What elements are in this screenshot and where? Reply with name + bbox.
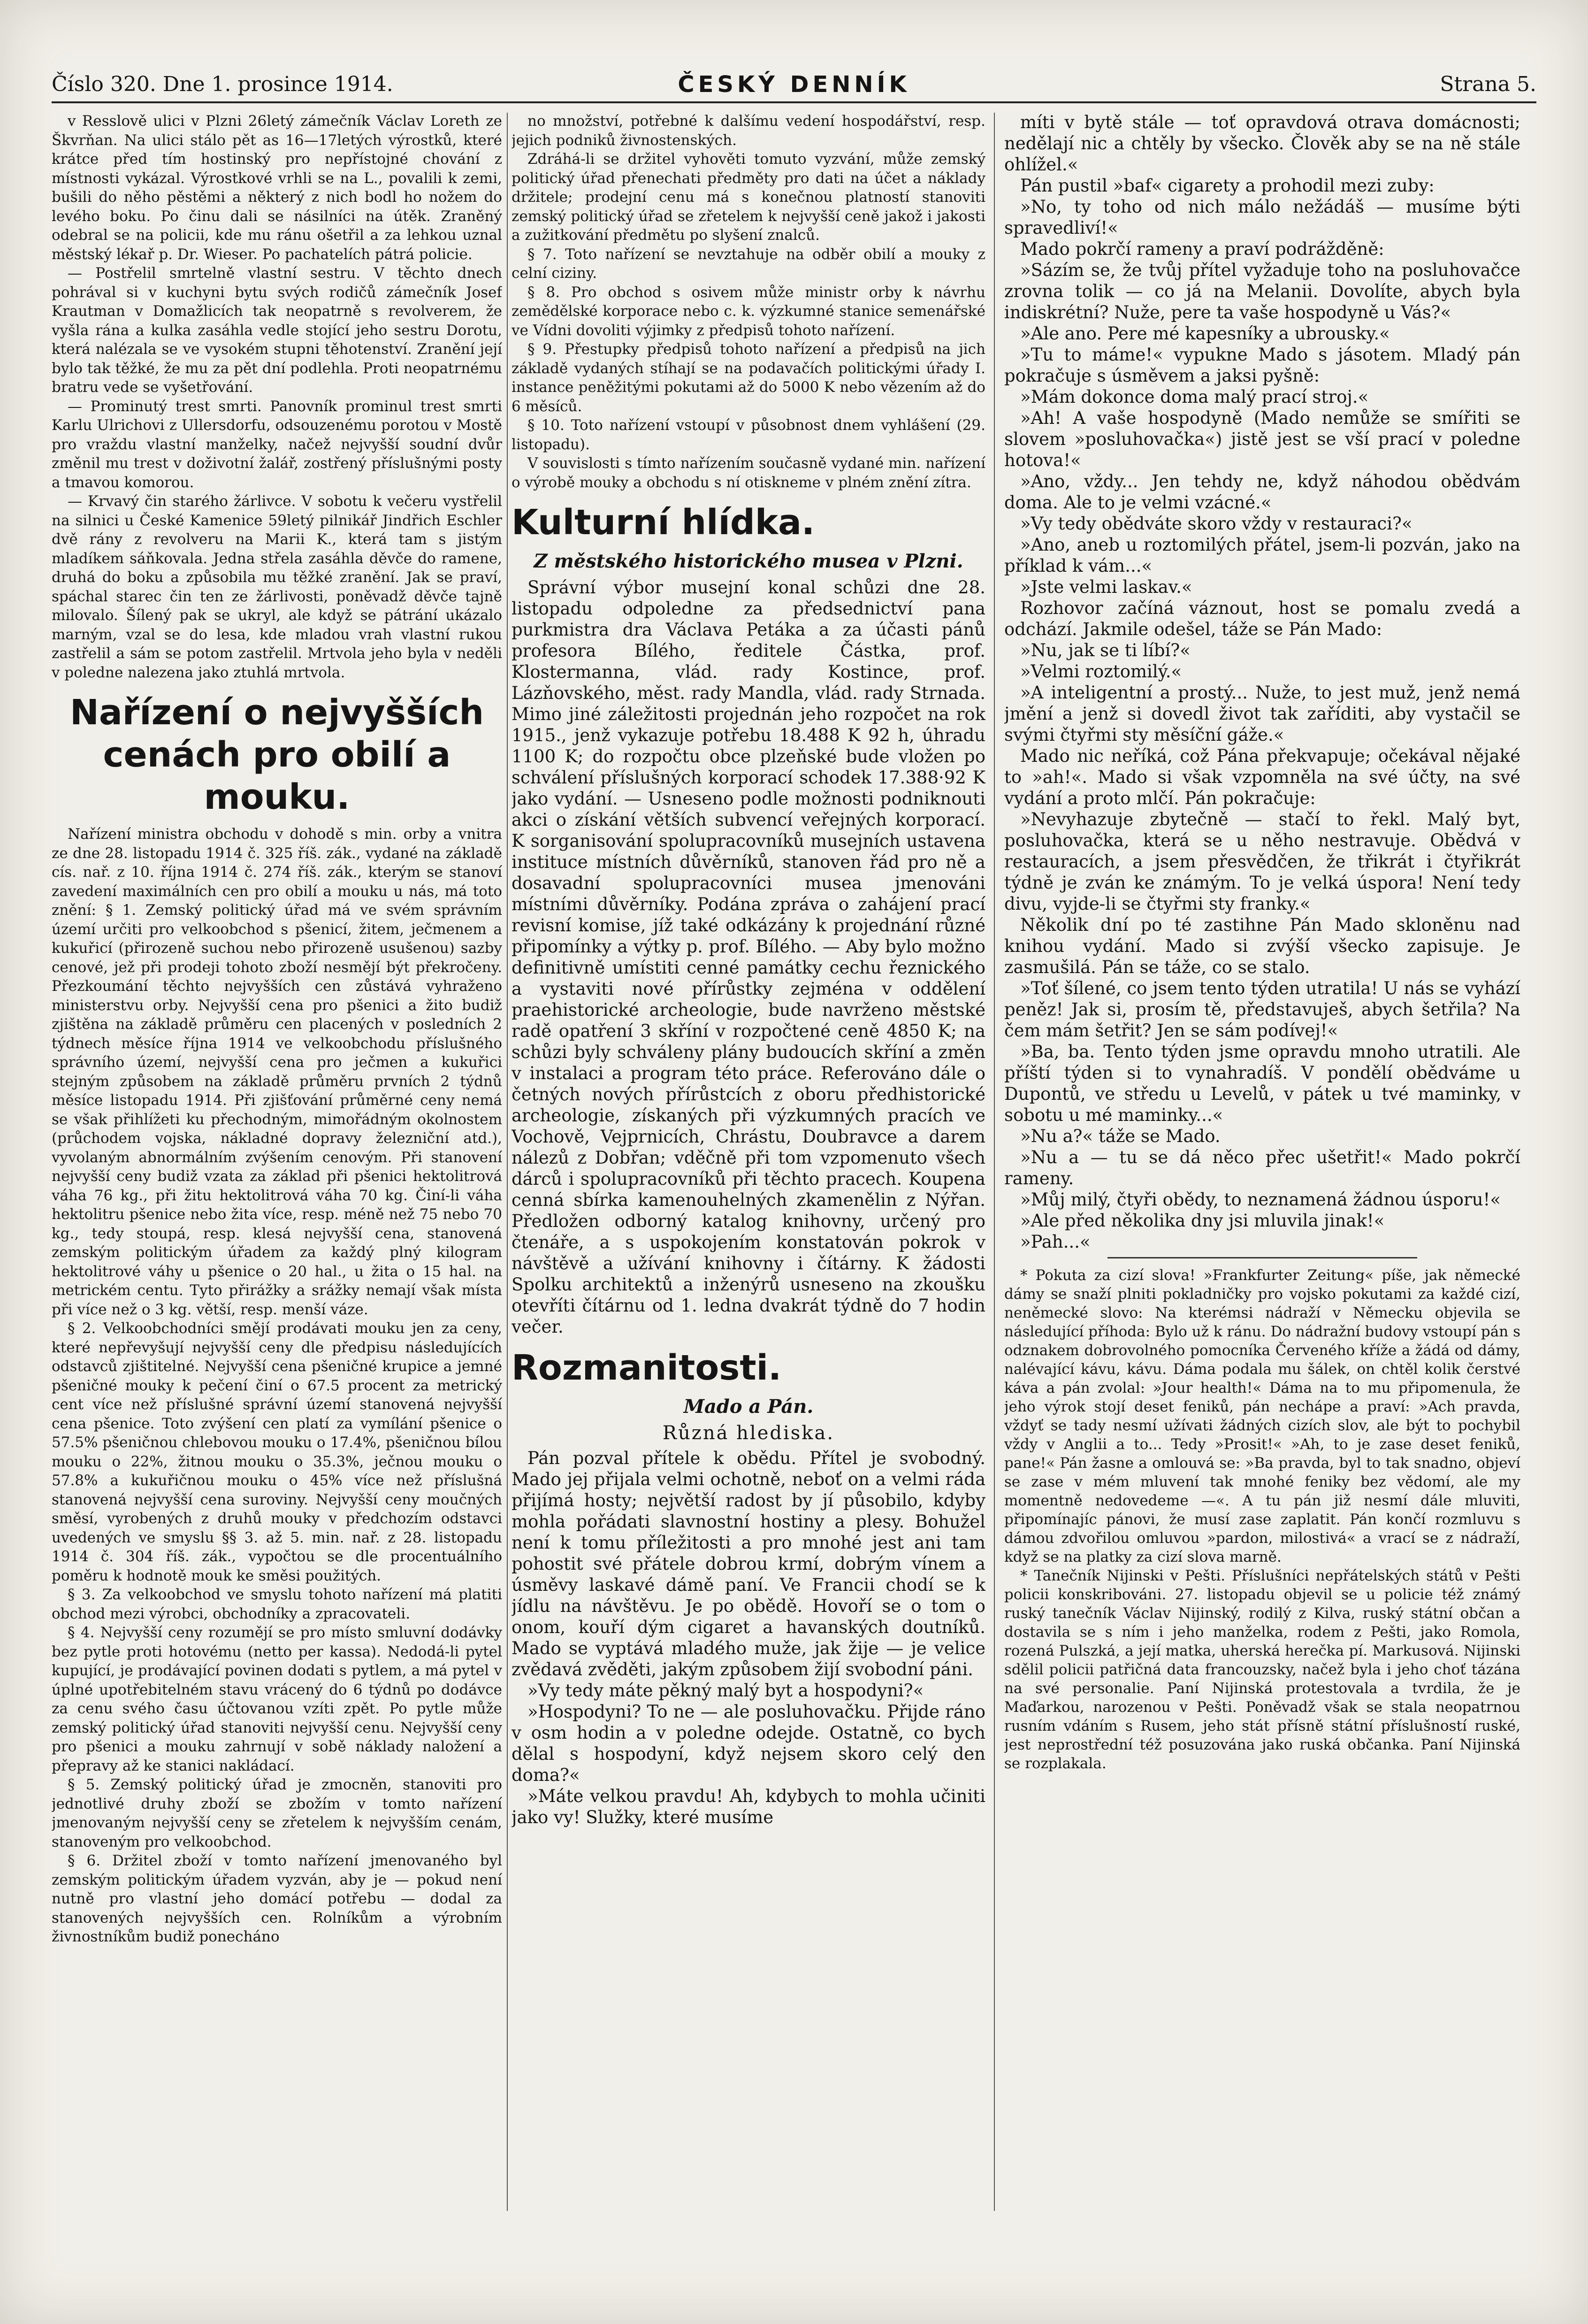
article-paragraph: »Nu a?« táže se Mado.: [1020, 1126, 1221, 1146]
article-paragraph: »Nu, jak se ti líbí?«: [1020, 640, 1191, 660]
page-number: Strana 5.: [1440, 72, 1536, 96]
article-paragraph: § 8. Pro obchod s osivem může ministr orby k návrhu zemědělské korporace nebo c. k. výzkumné stanice semenářské ve Vídni dovoliti výjimky z předpisů tohoto nařízení.: [512, 284, 985, 339]
article-paragraph: »Ale ano. Pere mé kapesníky a ubrousky.«: [1020, 323, 1390, 344]
article-paragraph: — Prominutý trest smrti. Panovník prominul trest smrti Karlu Ulrichovi z Ullersdorfu, odsouzenému porotou v Mostě pro vraždu vlastní manželky, načež nejvyšší soudní dvůr změnil mu trest v doživotní žalář, zostřený příslušnými posty a tmavou komorou.: [52, 398, 502, 491]
article-paragraph: »Můj milý, čtyři obědy, to neznamená žádnou úsporu!«: [1020, 1189, 1501, 1210]
section-divider: [1107, 1257, 1417, 1258]
article-paragraph: »Vy tedy obědváte skoro vždy v restauraci?«: [1020, 514, 1412, 534]
article-paragraph: Pán pozval přítele k obědu. Přítel je svobodný. Mado jej přijala velmi ochotně, neboť on a velmi ráda přijímá hosty; největší radost by jí působilo, kdyby mohla pořádati slavnostní hostiny a plesy. Bohužel není k tomu příležitosti a pro mnohé jest ani tam pohostit své přátele dobrou krmí, dobrým vínem a úsměvy laskavé dámě paní. Ve Francii chodí se k jídlu na návštěvu. Je po obědě. Hovoří se o tom o onom, kouří dým cigaret a havanských doutníků. Mado se vyptává mladého muže, jak žije — je velice zvědavá zvěděti, jakým způsobem žijí svobodní páni.: [512, 1448, 985, 1680]
article-paragraph: no množství, potřebné k dalšímu vedení hospodářství, resp. jejich podniků živnostenských.: [512, 113, 985, 149]
article-paragraph: »Toť šílené, co jsem tento týden utratila! U nás se vyhází peněz! Jak si, prosím tě, představuješ, abych šetřila? Na čem mám šetřit? Jen se sám podívej!«: [1004, 978, 1520, 1041]
article-paragraph: Několik dní po té zastihne Pán Mado skloněnu nad knihou vydání. Mado si zvýší všecko zapisuje. Je zasmušilá. Pán se táže, co se stalo.: [1004, 915, 1520, 977]
issue-date: Číslo 320. Dne 1. prosince 1914.: [52, 72, 393, 96]
article-paragraph: Mado pokrčí rameny a praví podrážděně:: [1020, 239, 1384, 259]
article-paragraph: »No, ty toho od nich málo nežádáš — musíme býti spravedliví!«: [1004, 197, 1520, 238]
article-paragraph: — Krvavý čin starého žárlivce. V sobotu k večeru vystřelil na silnici u České Kamenice 59letý pilnikář Jindřich Eschler dvě rány z revolveru na Marii K., která tam s jistým mladíkem sáňkovala. Jedna střela zasáhla děvče do ramene, druhá do boku a způsobila mu těžké zranění. Jak se praví, spáchal starec čin ten ze žárlivosti, poněvadž děvče tajně milovalo. Šílený pak se ukryl, ale když se pátrání ukázalo marným, vzal se do lesa, kde mladou vrah vlastní rukou zastřelil a sám se potom zastřelil. Mrtvola jeho byla v neděli v poledne nalezena jako ztuhlá mrtvola.: [52, 493, 502, 681]
column-left: [52, 112, 502, 2233]
page-header: [52, 70, 1536, 101]
column-rule: [994, 113, 995, 2211]
column-middle: [512, 112, 985, 2233]
section-headline: Rozmanitosti.: [512, 1348, 782, 1388]
section-headline: Kulturní hlídka.: [512, 502, 815, 543]
article-paragraph: »Jste velmi laskav.«: [1020, 577, 1192, 597]
article-paragraph: »Ale před několika dny jsi mluvila jinak!«: [1020, 1211, 1385, 1231]
column-rule: [507, 113, 508, 2211]
article-paragraph: »Sázím se, že tvůj přítel vyžaduje toho na posluhovačce zrovna tolik — co já na Melanii. Dovolíte, abych byla indiskrétní? Nuže, pere ta vaše hospodyně u Vás?«: [1004, 260, 1520, 322]
article-subheadline: Mado a Pán.: [683, 1396, 814, 1418]
newspaper-title: ČESKÝ DENNÍK: [678, 71, 910, 98]
column-right: [1004, 112, 1520, 2233]
article-paragraph: »Velmi roztomilý.«: [1020, 661, 1182, 682]
article-paragraph: Nařízení ministra obchodu v dohodě s min. orby a vnitra ze dne 28. listopadu 1914 č. 325 říš. zák., vydané na základě cís. nař. z 10. října 1914 č. 274 říš. zák., kterým se stanoví zavedení maximálních cen pro obilí a mouku u nás, má toto znění: § 1. Zemský politický úřad má ve svém správním území určiti pro velkoobchod s pšenicí, žitem, ječmenem a kukuřicí (přirozeně suchou nebo přirozeně usušenou) sazby cenové, jež při prodeji tohoto zboží nesmějí být překročeny. Přezkoumání těchto nejvyšších cen zůstává vyhraženo ministerstvu orby. Nejvyšší cena pro pšenici a žito budiž zjištěna na základě průměru cen placených v posledních 2 týdnech měsíce října 1914 ve velkoobchodu příslušného správního území, nejvyšší cena pro ječmen a kukuřici stejným způsobem na základě průměru prvních 2 týdnů měsíce listopadu 1914. Při zjišťování průměrné ceny nemá se však přihlížeti ku přechodným, mimořádným okolnostem (průchodem vojska, nákladné dopravy železniční atd.), vyvolaným abnormálním zvýšením cenovým. Při stanovení nejvyšší ceny budiž vzata za základ při pšenici hektolitrová váha 76 kg., při žitu hektolitrová váha 70 kg. Činí-li váha hektolitru pšenice nebo žita více, resp. méně než 75 nebo 70 kg., tedy stoupá, resp. klesá nejvyšší cena, stanovená zemským politickým úřadem za každý plný kilogram hektolitrové váhy u pšenice o 20 hal., u žita o 15 hal. na metrickém centu. Tyto přirážky a srážky nemají však místa při více než o 3 kg. větší, resp. menší váze.: [52, 826, 502, 1318]
article-paragraph: Pán pustil »baf« cigarety a prohodil mezi zuby:: [1020, 176, 1435, 196]
article-paragraph: V souvislosti s tímto nařízením současně vydané min. nařízení o výrobě mouky a obchodu s ní otiskneme v plném znění zítra.: [512, 455, 985, 491]
article-paragraph: »Ano, vždy... Jen tehdy ne, když náhodou obědvám doma. Ale to je velmi vzácné.«: [1004, 471, 1520, 513]
article-paragraph: Rozhovor začíná váznout, host se pomalu zvedá a odchází. Jakmile odešel, táže se Pán Mado:: [1004, 598, 1520, 639]
article-paragraph: Zdráhá-li se držitel vyhověti tomuto vyzvání, může zemský politický úřad přenechati předměty pro dati na účet a náklady držitele; prodejní cenu má s konečnou platností stanoviti zemský politický úřad se zřetelem k nejvyšší ceně jakož i jakosti a zužitkování předmětu po slyšení znalců.: [512, 151, 985, 244]
article-paragraph: Mado nic neříká, což Pána překvapuje; očekával nějaké to »ah!«. Mado si však vzpomněla na své účty, na své vydání a proto mlčí. Pán pokračuje:: [1004, 746, 1520, 808]
article-paragraph: »Ano, aneb u roztomilých přátel, jsem-li pozván, jako na příklad k vám...«: [1004, 535, 1520, 576]
article-paragraph: »A inteligentní a prostý... Nuže, to jest muž, jenž nemá jmění a jenž si dovedl život tak zaříditi, aby vystačil se svými čtyřmi sty měsíční gáže.«: [1004, 683, 1520, 745]
article-paragraph: § 2. Velkoobchodníci smějí prodávati mouku jen za ceny, které nepřevyšují nejvyšší ceny dle předpisu následujících odstavců zjištitelné. Nejvyšší cena pšeničné krupice a jemné pšeničné mouky k pečení činí o 67.5 procent za metrický cent více než příslušné správní území stanovená nejvyšší cena pšenice. Toto zvýšení cen platí za vymílání pšenice o 57.5% pšeničnou chlebovou mouku o 17.4%, pšeničnou bílou mouku o 22%, žitnou mouku o 35.3%, ječnou mouku o 57.8% a kukuřičnou mouku o 45% více než příslušná stanovená nejvyšší cena suroviny. Nejvyšší ceny moučných směsí, vyrobených z druhů mouky v předchozím odstavci uvedených ve smyslu §§ 3. až 5. min. nař. z 28. listopadu 1914 č. 304 říš. zák., vypočtou se dle procentuálního poměru k hodnotě mouk ke směsi použitých.: [52, 1320, 502, 1584]
article-subheadline: Různá hlediska.: [662, 1422, 835, 1444]
article-headline: Nařízení o nejvyšších cenách pro obilí a mouku.: [69, 692, 484, 817]
article-paragraph: § 5. Zemský politický úřad je zmocněn, stanoviti pro jednotlivé druhy zboží se zbožím v tomto nařízení jmenovaným nejvyšší ceny se zřetelem k nejvyšším cenám, stanoveným pro velkoobchod.: [52, 1776, 502, 1850]
article-paragraph: § 3. Za velkoobchod ve smyslu tohoto nařízení má platiti obchod mezi výrobci, obchodníky a zpracovateli.: [52, 1586, 502, 1622]
article-subheadline: Z městského historického musea v Plzni.: [534, 550, 963, 572]
article-paragraph: Správní výbor musejní konal schůzi dne 28. listopadu odpoledne za předsednictví pana purkmistra dra Václava Petáka a za účasti pánů profesora Bílého, ředitele Částka, prof. Klostermanna, vlád. rady Kostince, prof. Lázňovského, měst. rady Mandla, vlád. rady Strnada. Mimo jiné záležitosti projednán jeho rozpočet na rok 1915., jenž vykazuje potřebu 18.488 K 92 h, úhradu 1100 K; do rozpočtu obce plzeňské bude vložen po schválení příslušných korporací schodek 17.388·92 K jako vydání. — Usneseno podle možnosti podniknouti akci o získání větších subvencí veřejných korporací. K sorganisování spolupracovníků musejních ustavena instituce místních důvěrníků, stanoven řád pro ně a dosavadní spolupracovníci musea jmenováni místními důvěrníky. Podána zpráva o zahájení prací revisní komise, jíž také odkázány k projednání různé připomínky a výtky p. prof. Bílého. — Aby bylo možno definitivně umístiti cenné památky cechu řeznického a vystaviti nové přírůstky zejména v oddělení praehistorické archeologie, bude navrženo městské radě opatření 3 skříní v rozpočtené ceně 4850 K; na schůzi byly schváleny plány budoucích skříní a změn v instalaci a program této práce. Referováno dále o četných nových přírůstcích z oboru předhistorické archeologie, získaných při výzkumných pracích ve Vochově, Vejprnicích, Chrástu, Doubravce a darem nálezů z Dobřan; vděčně při tom vzpomenuto všech dárců i spolupracovníků při těchto pracech. Koupena cenná sbírka kamenouhelných zkamenělin z Nýřan. Předložen odborný katalog knihovny, určený pro čtenáře, a s uspokojením konstatován pokrok v návštěvě a užívání knihovny i čítárny. K žádosti Spolku architektů a inženýrů usneseno na zkoušku otevříti čítárnu od 1. ledna dvakrát týdně do 7 hodin večer.: [512, 577, 985, 1337]
article-paragraph: § 4. Nejvyšší ceny rozumějí se pro místo smluvní dodávky bez pytle proti hotovému (netto per kassa). Nedodá-li pytel kupující, je prodávající povinen dodati s pytlem, a má pytel v úplné upotřebitelném stavu vrácený do 6 týdnů po dodávce za cenu svého času účtovanou vzíti zpět. Po pytle může zemský politický úřad stanoviti nejvyšší cenu. Nejvyšší ceny pro pšenici a mouku zahrnují v sobě náklady naložení a přepravy až ke stanici nakládací.: [52, 1624, 502, 1774]
article-paragraph: »Pah...«: [1020, 1232, 1091, 1252]
article-paragraph: míti v bytě stále — toť opravdová otrava domácnosti; nedělají nic a chtěly by všecko. Člověk aby se na ně stále ohlížel.«: [1004, 112, 1520, 175]
article-paragraph: § 9. Přestupky předpisů tohoto nařízení a předpisů na jich základě vydaných stíhají se na podavačích politickými úřady I. instance peněžitými pokutami až do 5000 K nebo vězením až do 6 měsíců.: [512, 341, 985, 415]
article-paragraph: v Resslově ulici v Plzni 26letý zámečník Václav Loreth ze Škvrňan. Na ulici stálo pět as 16—17letých výrostků, které krátce před tím hostinský pro nepřístojné chování z místnosti vykázal. Výrostkové vrhli se na L., povalili k zemi, bušili do něho pěstěmi a některý z nich bodl ho nožem do levého boku. Po činu dali se násilníci na útěk. Zraněný odebral se na policii, kde mu ránu ošetřil a za lehkou uznal městský lékař p. Dr. Wieser. Po pachatelích pátrá policie.: [52, 113, 502, 263]
article-paragraph: § 7. Toto nařízení se nevztahuje na odběr obilí a mouky z celní ciziny.: [512, 245, 985, 282]
article-paragraph: »Máte velkou pravdu! Ah, kdybych to mohla učiniti jako vy! Služky, které musíme: [512, 1786, 985, 1827]
article-paragraph: § 6. Držitel zboží v tomto nařízení jmenovaného byl zemským politickým úřadem vyzván, aby je — pokud není nutně pro vlastní jeho domácí potřebu — dodal za stanovených nejvyšších cen. Rolníkům a výrobním živnostníkům budiž ponecháno: [52, 1852, 502, 1945]
news-item: * Pokuta za cizí slova! »Frankfurter Zeitung« píše, jak německé dámy se snaží plniti pokladničky pro vojsko pokutami za každé cizí, neněmecké slovo: Na kterémsi nádraží v Německu objevila se následující příhoda: Bylo už k ránu. Do nádražní budovy vstoupí pán s odznakem dobrovolného pomocníka Červeného kříže a žádá od dámy, nalévající kávu, kávu. Dáma podala mu šálek, on chtěl kolik čerstvé káva a pán zvolal: »Jour health!« Dáma na to mu připomenula, že jeho výrok stojí deset feniků, pán nechápe a praví: »Ach pravda, vždyť se tady nesmí užívati žádných cizích slov, ale být to pochybil vždy v Anglii a to... Tedy »Prosit!« »Ah, to je zase deset feniků, pane!« Pán žasne a omlouvá se: »Ba pravda, byl to tak snadno, objeví se zase v mém mluvení tak mnohé feniky bez vědomí, ale my momentně nedovedeme —«. A tu pán již nesmí dále mluviti, připomínajíc pánovi, že musí zase zaplatit. Pán končí rozmluvu s dámou zdvořilou omluvou »pardon, milostivá« a vrací se z nádraží, když se na platky za cizí slova marně.: [1004, 1267, 1520, 1565]
article-paragraph: »Vy tedy máte pěkný malý byt a hospodyni?«: [527, 1680, 924, 1701]
header-rule: [52, 101, 1536, 103]
article-paragraph: § 10. Toto nařízení vstoupí v působnost dnem vyhlášení (29. listopadu).: [512, 417, 985, 453]
news-item: * Tanečník Nijinski v Pešti. Příslušníci nepřátelských států v Pešti policii konskribováni. 27. listopadu objevil se u policie též známý ruský tanečník Václav Nijinský, rodilý z Kilva, ruský státní občan a dostavila se s ním i jeho manželka, rodem z Pešti, jako Romola, rozená Pulszká, a její matka, uherská herečka pí. Markusová. Nijinski sdělil policii patřičná data francouzsky, načež byla i jeho choť tázána na své personalie. Paní Nijinská protestovala a tvrdila, že je Maďarkou, narozenou v Pešti. Poněvadž však se stala neopatrnou rusním vdáním s Rusem, jeho stát přísně státní příslušností ruské, jest neprostřední též posuzována jako ruská občanka. Paní Nijinská se rozplakala.: [1004, 1567, 1520, 1772]
article-paragraph: »Nevyhazuje zbytečně — stačí to řekl. Malý byt, posluhovačka, která se u něho nestravuje. Obědvá v restauracích, a jsem přesvědčen, že třikrát i čtyřikrát týdně je zván ke známým. To je velká úspora! Není tedy divu, vyjde-li se čtyřmi sty franky.«: [1004, 809, 1520, 914]
article-paragraph: — Postřelil smrtelně vlastní sestru. V těchto dnech pohrával si v kuchyni bytu svých rodičů zámečník Josef Krautman v Domažlicích tak neopatrně s revolverem, že vyšla rána a kulka zasáhla vedle stojící jeho sestru Dorotu, která nalézala se ve vysokém stupni těhotenství. Zranění její bylo tak těžké, že mu za pět dní podlehla. Proti neopatrnému bratru vede se vyšetřování.: [52, 265, 502, 396]
article-paragraph: »Ah! A vaše hospodyně (Mado nemůže se smířiti se slovem »posluhovačka«) jistě jest se vší prací v poledne hotova!«: [1004, 408, 1520, 470]
article-paragraph: »Mám dokonce doma malý prací stroj.«: [1020, 387, 1369, 407]
article-paragraph: »Hospodyni? To ne — ale posluhovačku. Přijde ráno v osm hodin a v poledne odejde. Ostatně, co bych dělal s hospodyní, když nejsem skoro celý den doma?«: [512, 1702, 985, 1785]
article-paragraph: »Ba, ba. Tento týden jsme opravdu mnoho utratili. Ale příští týden si to vynahradíš. V pondělí obědváme u Dupontů, ve středu u Levelů, v pátek u tvé maminky, v sobotu u mé maminky...«: [1004, 1042, 1520, 1125]
article-paragraph: »Nu a — tu se dá něco přec ušetřit!« Mado pokrčí rameny.: [1004, 1147, 1520, 1189]
article-paragraph: »Tu to máme!« vypukne Mado s jásotem. Mladý pán pokračuje s úsměvem a jaksi pyšně:: [1004, 345, 1520, 386]
